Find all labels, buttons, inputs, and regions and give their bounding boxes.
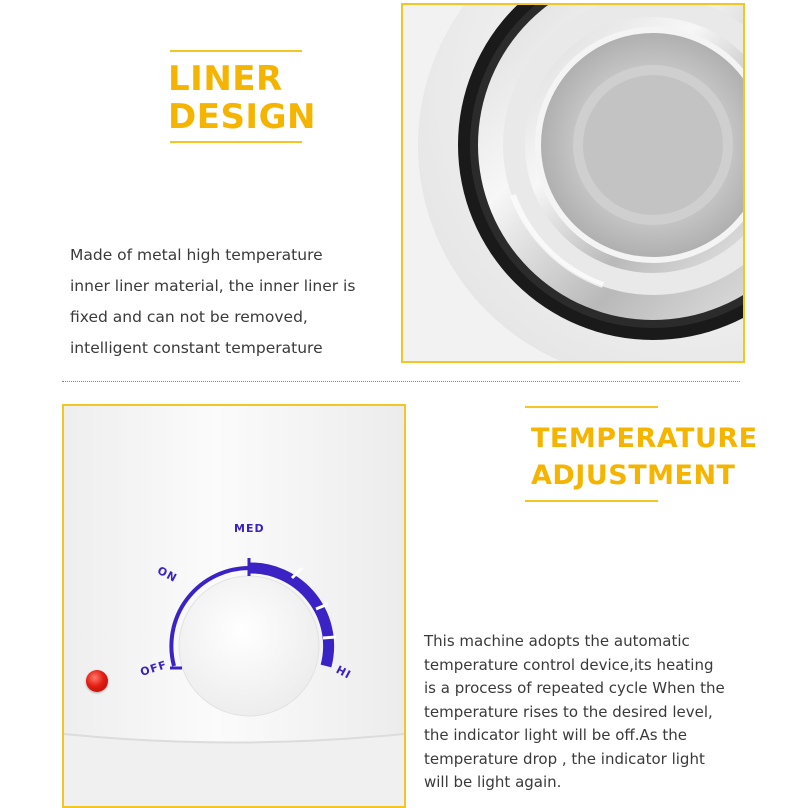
liner-description-line: inner liner material, the inner liner is	[70, 277, 356, 295]
liner-description-line: intelligent constant temperature	[70, 339, 323, 357]
section-divider	[62, 381, 740, 382]
temperature-description	[424, 630, 725, 795]
temperature-description-line: This machine adopts the automatic	[424, 632, 690, 650]
liner-photo	[401, 3, 745, 363]
liner-heading-line1: LINER	[168, 59, 283, 99]
dial-label-hi: HI	[333, 663, 354, 682]
temperature-description-line: the indicator light will be off.As the	[424, 726, 687, 744]
liner-heading-top-rule	[170, 50, 302, 52]
dial-label-on: ON	[155, 563, 180, 586]
temperature-heading-line1: TEMPERATURE	[531, 423, 758, 454]
temperature-heading	[531, 420, 758, 494]
temperature-heading-bottom-rule	[525, 500, 658, 502]
dial-label-off: OFF	[138, 658, 169, 679]
liner-description	[70, 240, 355, 364]
temperature-description-line: is a process of repeated cycle When the	[424, 679, 725, 697]
liner-heading	[168, 60, 316, 136]
temperature-description-line: will be light again.	[424, 773, 562, 791]
liner-heading-line2: DESIGN	[168, 97, 316, 137]
red-indicator-light	[86, 670, 108, 692]
temperature-description-line: temperature control device,its heating	[424, 655, 714, 674]
temperature-dial-photo	[64, 406, 404, 806]
liner-heading-bottom-rule	[170, 141, 302, 143]
temperature-description-line: temperature drop , the indicator light	[424, 749, 705, 768]
temperature-heading-top-rule	[525, 406, 658, 408]
temperature-description-line: temperature rises to the desired level,	[424, 702, 713, 721]
liner-description-line: fixed and can not be removed,	[70, 308, 308, 326]
dial-label-med: MED	[234, 522, 265, 535]
metal-liner-bowl-photo	[403, 5, 743, 361]
dial-photo	[62, 404, 406, 808]
liner-description-line: Made of metal high temperature	[70, 246, 323, 264]
temperature-heading-line2: ADJUSTMENT	[531, 460, 736, 491]
